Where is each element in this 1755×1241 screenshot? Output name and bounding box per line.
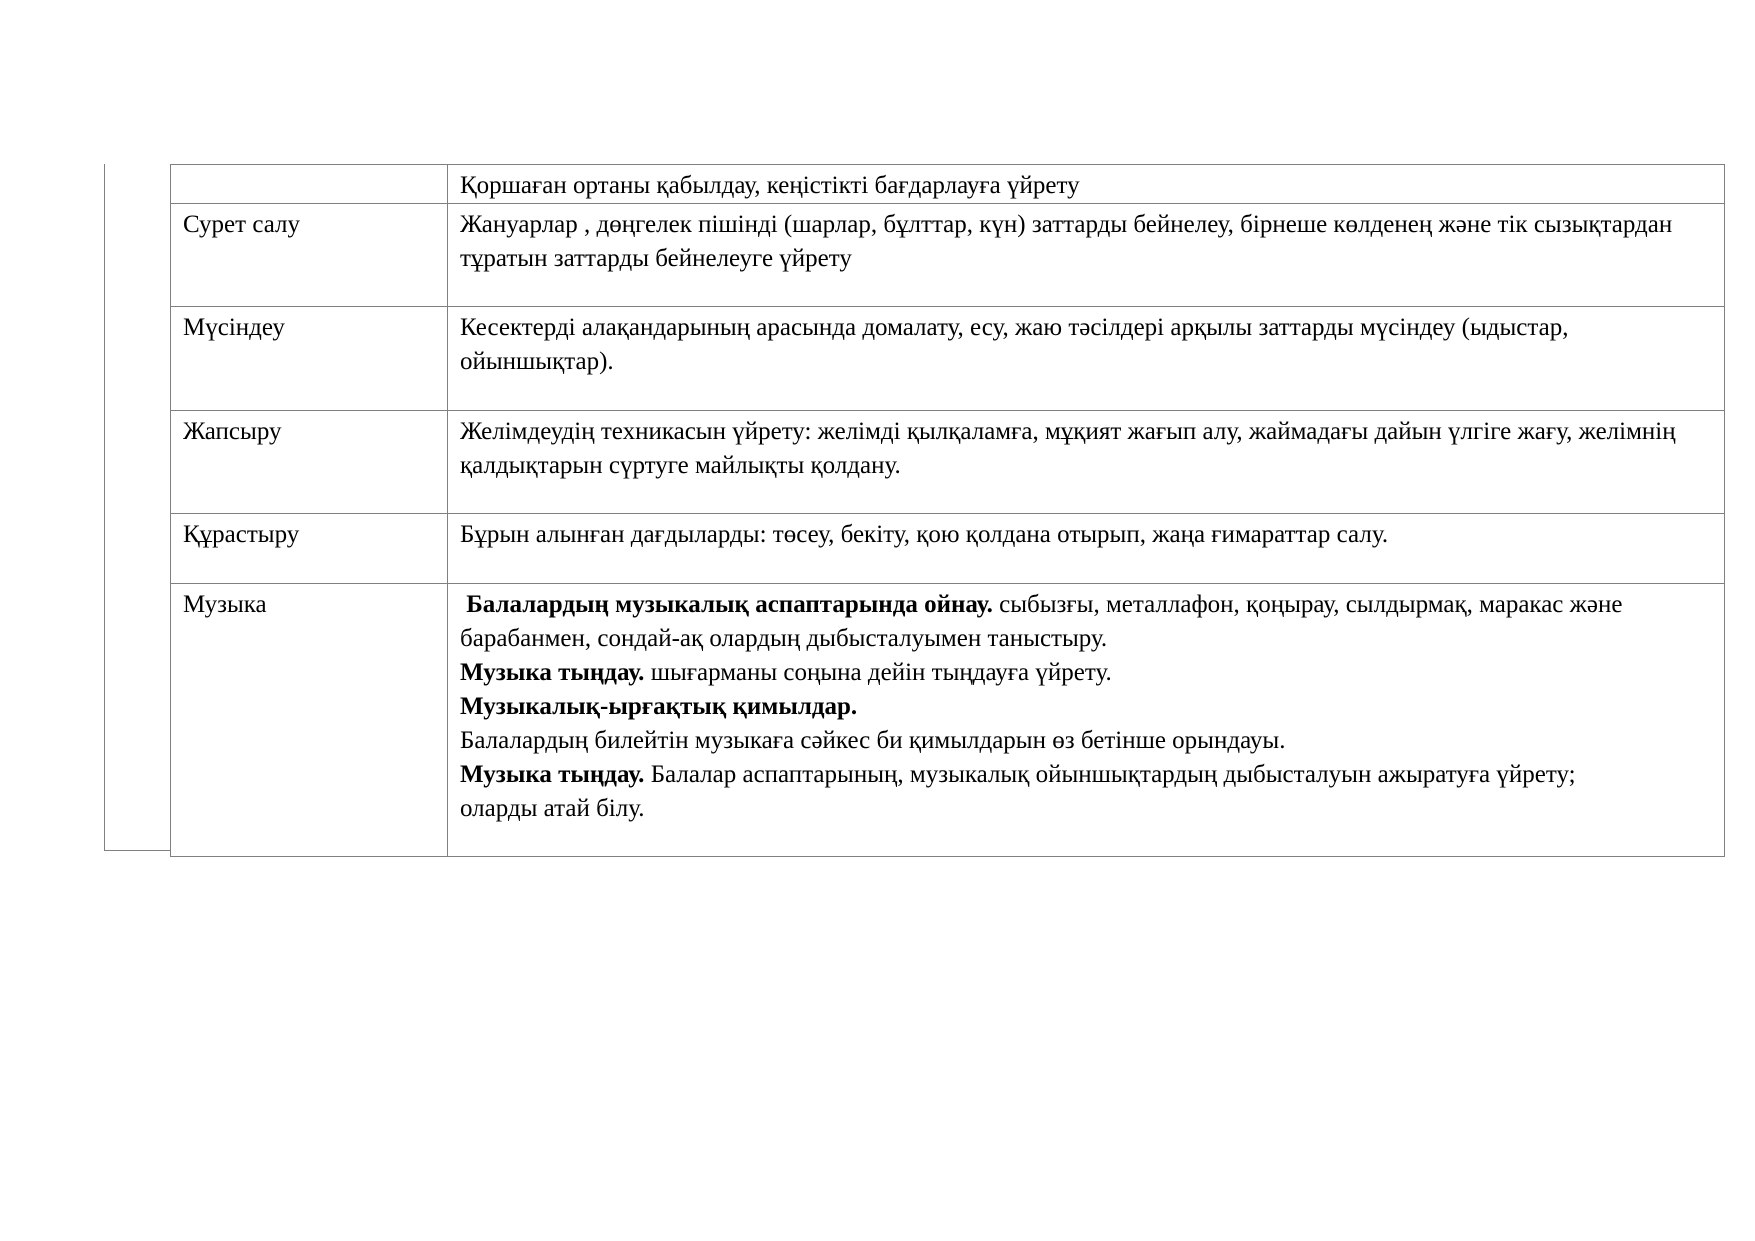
music-paragraph-2 (460, 656, 1712, 690)
table-row (171, 165, 1725, 204)
music-heading-rhythm: Музыкалық-ырғақтық қимылдар. (460, 693, 858, 720)
music-heading-instruments: Балалардың музыкалық аспаптарында ойнау. (466, 591, 993, 618)
music-text-listening-2: Балалар аспаптарының, музыкалық ойыншықтардың дыбысталуын ажыратуға үйрету; (644, 761, 1576, 788)
content-cell: Қоршаған ортаны қабылдау, кеңістікті бағдарлауға үйрету (448, 165, 1725, 204)
curriculum-table (170, 164, 1725, 857)
subject-cell (171, 165, 448, 204)
content-cell: Желімдеудің техникасын үйрету: желімді қылқаламға, мұқият жағып алу, жаймадағы дайын үлгіге жағу, желімнің қалдықтарын сүртуге майлықты қолдану. (448, 411, 1725, 514)
content-cell: Бұрын алынған дағдыларды: төсеу, бекіту, қою қолдана отырып, жаңа ғимараттар салу. (448, 514, 1725, 584)
music-heading-listening-2: Музыка тыңдау. (460, 761, 645, 788)
outer-left-border (104, 164, 105, 851)
table-row (171, 307, 1725, 411)
table-row-music (171, 584, 1725, 857)
music-text-listening: шығарманы соңына дейін тыңдауға үйрету. (644, 659, 1112, 686)
table-row (171, 411, 1725, 514)
outer-bottom-border (104, 850, 171, 851)
table-row (171, 514, 1725, 584)
subject-cell: Музыка (171, 584, 448, 857)
music-paragraph-3 (460, 690, 1712, 724)
music-paragraph-6: оларды атай білу. (460, 795, 645, 822)
music-text-instruments: сыбызғы, металлафон, қоңырау, сылдырмақ, маракас және барабанмен, сондай-ақ олардың дыбысталуымен таныстыру. (460, 591, 1623, 652)
table-row (171, 204, 1725, 307)
music-content-cell (448, 584, 1725, 857)
subject-cell: Жапсыру (171, 411, 448, 514)
music-paragraph-1 (460, 588, 1712, 656)
content-cell: Жануарлар , дөңгелек пішінді (шарлар, бұлттар, күн) заттарды бейнелеу, бірнеше көлденең және тік сызықтардан тұратын заттарды бейнелеуге үйрету (448, 204, 1725, 307)
music-paragraph-4: Балалардың билейтін музыкаға сәйкес би қимылдарын өз бетінше орындауы. (460, 727, 1286, 754)
subject-cell: Құрастыру (171, 514, 448, 584)
subject-cell: Мүсіндеу (171, 307, 448, 411)
subject-cell: Сурет салу (171, 204, 448, 307)
music-paragraph-5 (460, 758, 1712, 792)
content-cell: Кесектерді алақандарының арасында домалату, есу, жаю тәсілдері арқылы заттарды мүсіндеу (ыдыстар, ойыншықтар). (448, 307, 1725, 411)
music-heading-listening: Музыка тыңдау. (460, 659, 645, 686)
